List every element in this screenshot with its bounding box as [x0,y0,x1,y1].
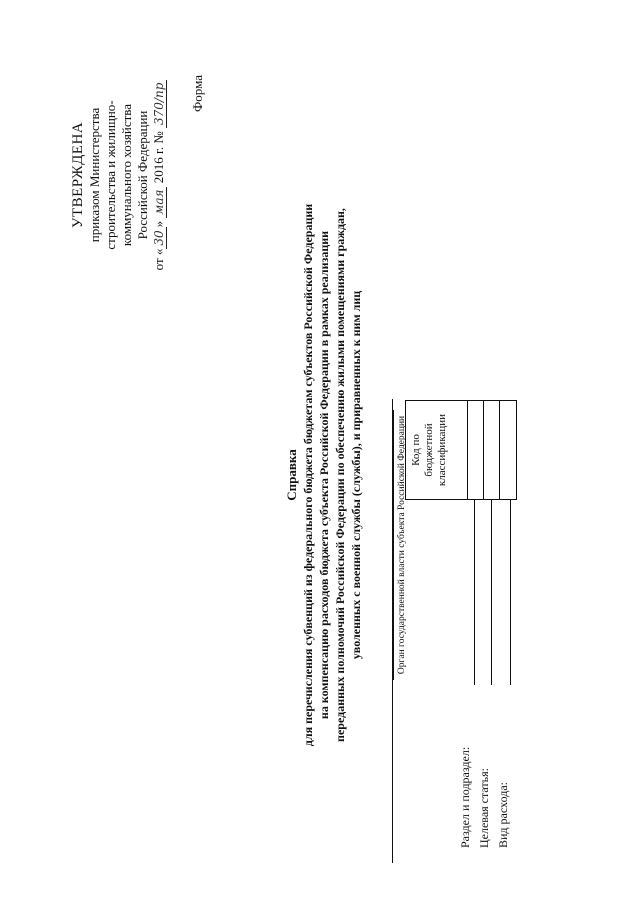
kbk-cell-expense [500,401,516,499]
organ-label: Орган государственной власти субъекта Российской Федерации [397,415,407,675]
date-month-handwritten: мая [152,187,167,218]
section-label: Раздел и подраздел: [458,746,472,848]
organ-underline [393,410,394,680]
title-line-1: для перечисления субвенций из федерального бюджета бюджетам субъектов Российской Федерации [301,203,315,747]
expense-type-fill-line [510,500,511,685]
title-line-4: уволенных с военной службы (службы), и приравненных к ним лиц [349,290,363,660]
approval-line-2: строительства и жилищно- [103,100,118,250]
kbk-cell-target [484,401,500,499]
title-line-3: переданных полномочий Российской Федерации по обеспечению жилыми помещениями граждан, [333,208,347,742]
approval-line-1: приказом Министерства [87,107,102,243]
target-label: Целевая статья: [477,768,491,848]
title-heading: Справка [284,449,299,501]
kbk-cell-section [468,401,484,499]
document-title [283,195,364,755]
approval-line-4: Российской Федерации [135,110,150,240]
approval-line-3: коммунального хозяйства [119,103,134,247]
approval-date-line [151,25,167,325]
budget-classification-table [405,400,517,500]
budget-classification-header [406,401,468,499]
expense-type-label: Вид расхода: [496,782,510,848]
kbk-header-line-1: Код по [410,434,422,466]
date-day-handwritten: 30 [152,227,167,248]
kbk-header-line-3: классификации [436,413,448,487]
kbk-header-line-2: бюджетной [423,423,435,477]
form-label: Форма [190,75,205,112]
approval-heading: УТВЕРЖДЕНА [70,121,86,229]
section-fill-line [474,500,475,685]
title-line-2: на компенсацию расходов бюджета субъекта Российской Федерации в рамках реализации [317,230,331,720]
date-mid-2: 2016 г. № [151,131,166,184]
date-mid-1: » [151,220,166,228]
date-prefix: от « [151,248,166,271]
target-fill-line [491,500,492,685]
approval-block [70,25,167,325]
order-number-handwritten: 370/пр [152,80,167,128]
